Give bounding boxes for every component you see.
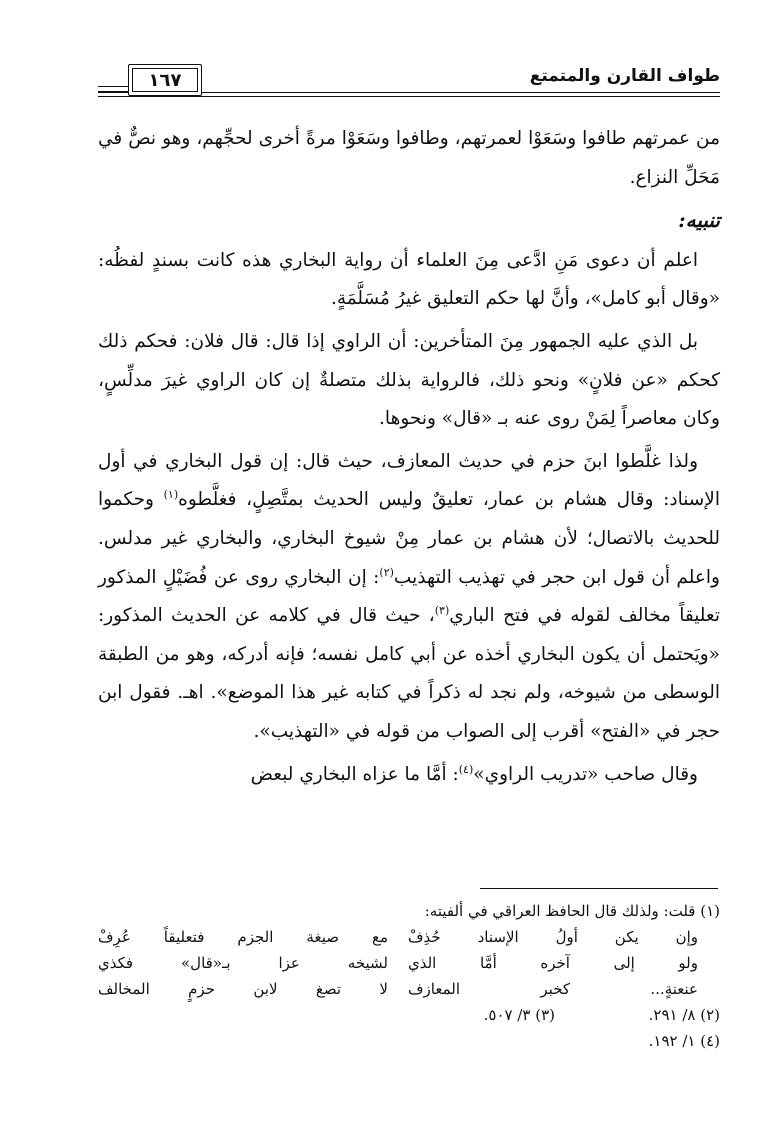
verse-second-hemistich: لشيخه عزا بـ«قال» فكذي xyxy=(98,954,388,972)
footnote-1-intro: (١) قلت: ولذلك قال الحافظ العراقي في ألفيته: xyxy=(424,902,720,920)
footnote-ref-1[interactable]: (١) xyxy=(163,488,179,502)
main-text xyxy=(98,120,720,798)
header-rule-bottom xyxy=(98,96,720,97)
footnote-separator xyxy=(480,888,718,889)
verse-second-hemistich: مع صيغة الجزم فتعليقاً عُرِفْ xyxy=(98,928,388,946)
note-heading: تنبيه: xyxy=(678,208,720,233)
footnote-1-poem xyxy=(98,924,698,1002)
footnote-ref-3[interactable]: (٣) xyxy=(434,603,450,617)
verse-row xyxy=(98,976,698,1002)
verse-first-hemistich: وإن يكن أولُ الإسناد حُذِفْ xyxy=(408,928,698,946)
footnote-2: (٢) ٨/ ٢٩١. xyxy=(648,1006,720,1024)
footnote-ref-2[interactable]: (٢) xyxy=(379,565,394,579)
verse-second-hemistich: لا تصغ لابن حزمٍ المخالف xyxy=(98,980,388,998)
paragraph-2: اعلم أن دعوى مَنِ ادَّعى مِنَ العلماء أن رواية البخاري هذه كانت بسندٍ لفظُه: «وقال أبو كامل»، وأنَّ لها حكم التعليق غيرُ مُسَلَّمَةٍ. xyxy=(98,249,720,310)
paragraph-3: بل الذي عليه الجمهور مِنَ المتأخرين: أن الراوي إذا قال: قال فلان: فحكم ذلك كحكم «عن فلانٍ» ونحو ذلك، فالرواية بذلك متصلةٌ إن كان الراوي غيرَ مدلِّسٍ، وكان معاصراً لِمَنْ روى عنه بـ «قال» ونحوها. xyxy=(98,330,720,430)
paragraph-1: من عمرتهم طافوا وسَعَوْا لعمرتهم، وطافوا وسَعَوْا مرةً أخرى لحجِّهم، وهو نصٌّ في مَحَلِّ النزاع. xyxy=(98,128,720,188)
verse-row xyxy=(98,924,698,950)
footnote-ref-4[interactable]: (٤) xyxy=(458,762,474,776)
paragraph-5 xyxy=(98,756,720,795)
page-number: ١٦٧ xyxy=(132,68,198,92)
paragraph-4-part-a: ولذا غلَّطوا ابنَ حزم في حديث المعازف، حيث قال: إن قول البخاري في أول الإسناد: وقال هشام بن عمار، تعليقٌ وليس الحديث بمتَّصِلٍ، فغلَّطوه xyxy=(98,450,720,511)
footnote-3: (٣) ٣/ ٥٠٧. xyxy=(483,1006,555,1024)
verse-first-hemistich: عنعنةٍ... كخبر المعازف xyxy=(408,980,698,998)
footnote-4: (٤) ١/ ١٩٢. xyxy=(648,1032,720,1050)
footnotes xyxy=(98,898,720,1054)
page-number-frame xyxy=(128,62,202,96)
running-title: طواف القارن والمتمتع xyxy=(529,66,720,86)
paragraph-5-part-a: وقال صاحب «تدريب الراوي» xyxy=(473,763,698,785)
paragraph-4 xyxy=(98,443,720,752)
paragraph-4-part-b: وحكموا للحديث بالاتصال؛ لأن هشام بن عمار مِنْ شيوخ البخاري، والبخاري غير مدلس. واعلم أن قول ابن حجر في تهذيب التهذيب xyxy=(98,489,720,588)
footnotes-2-3 xyxy=(98,1002,720,1028)
verse-row xyxy=(98,950,698,976)
verse-first-hemistich: ولو إلى آخره أمَّا الذي xyxy=(408,954,698,972)
page-header xyxy=(98,62,720,102)
paragraph-5-part-b: : أمَّا ما عزاه البخاري لبعض xyxy=(250,763,459,785)
paragraph-4-part-c: : إن البخاري روى عن فُضَيْلٍ المذكور تعليقاً مخالف لقوله في فتح الباري xyxy=(98,566,720,627)
paragraph-4-part-d: ، حيث قال في كلامه عن الحديث المذكور: «ويَحتمل أن يكون البخاري أخذه عن أبي كامل نفسه؛ فإنه أدركه، وهو من الطبقة الوسطى من شيوخه، ولم نجد له ذكراً في كتابه غير هذا الموضع». اهـ. فقول ابن حجر في «الفتح» أقرب إلى الصواب من قوله في «التهذيب». xyxy=(98,605,720,742)
header-left-ornament xyxy=(98,86,128,96)
